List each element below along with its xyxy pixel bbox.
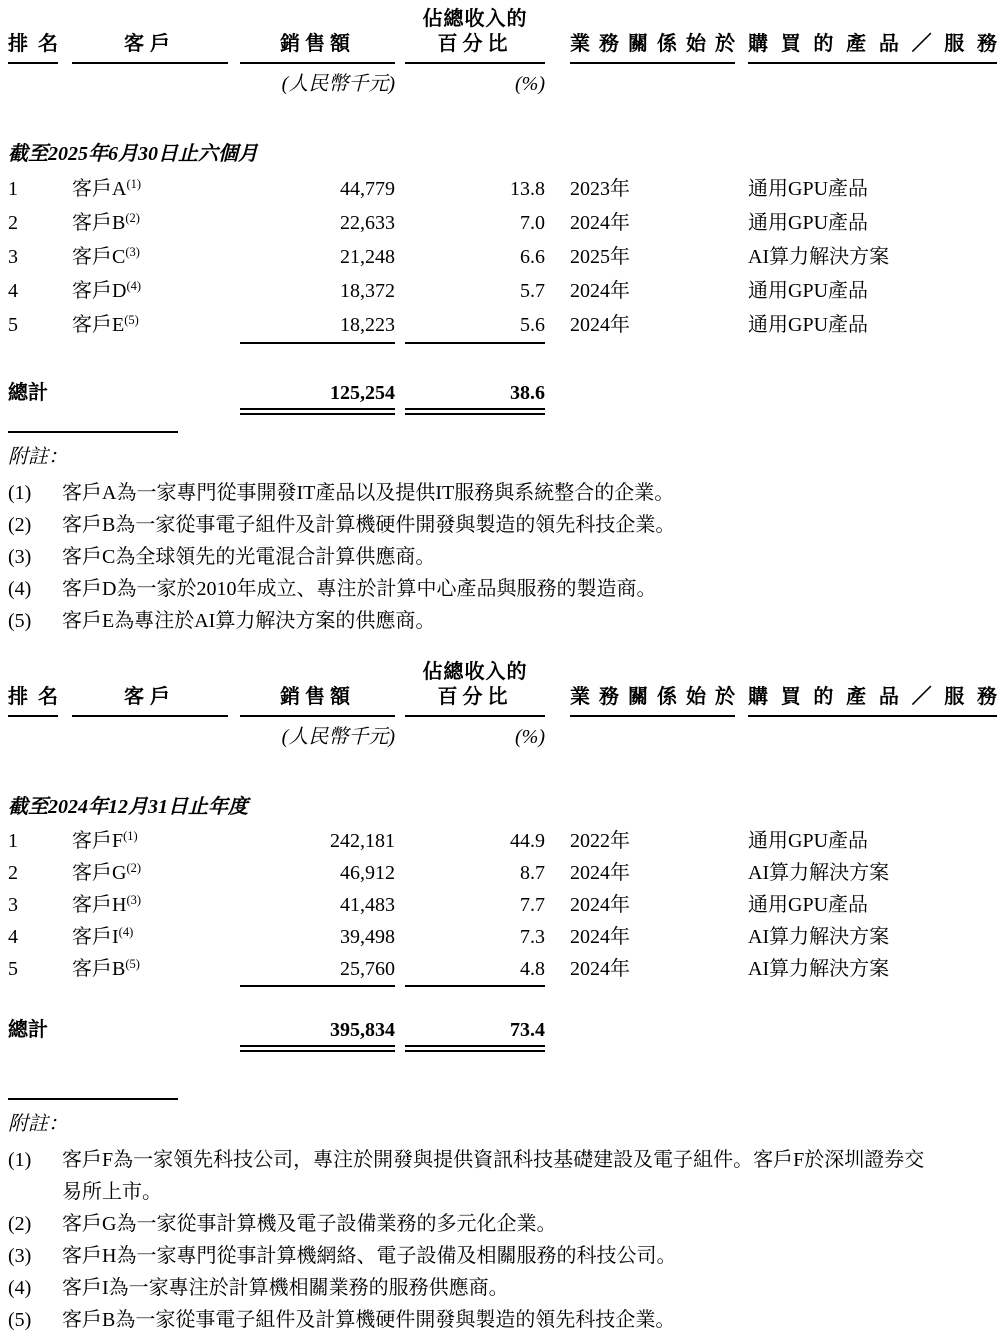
note-item	[8, 477, 997, 509]
start-value: 2024年	[570, 894, 630, 916]
customer-value: 客戶$C^{(3)}$	[72, 245, 140, 268]
table-row	[8, 274, 997, 308]
rank-value: 3	[8, 894, 18, 916]
product-service-header: 購買的產品／服務	[748, 685, 997, 717]
start-value: 2024年	[570, 314, 630, 336]
percent-header-line1-cell	[395, 6, 545, 32]
sales-unit-label: (人民幣千元)	[281, 726, 395, 748]
notes-separator-line	[8, 1098, 178, 1100]
percent-value: 7.3	[520, 926, 545, 948]
relationship-start-header: 業務關係始於	[570, 685, 735, 717]
rank-value: 3	[8, 246, 18, 268]
note-item	[8, 1304, 997, 1336]
period-title-2025h1: 截至2025年6月30日止六個月	[8, 143, 258, 165]
table-header-row	[8, 32, 997, 64]
total-row	[8, 380, 997, 415]
top-customers-table-2025h1	[8, 6, 997, 637]
note-text: 客戶E為專注於AI算力解決方案的供應商。	[62, 610, 436, 632]
sales-header: 銷售額	[240, 685, 395, 717]
sales-value: 21,248	[340, 246, 395, 268]
rank-header: 排名	[8, 685, 58, 717]
rank-value: 4	[8, 926, 18, 948]
rank-value: 4	[8, 280, 18, 302]
total-label: 總計	[8, 1019, 48, 1041]
notes-separator-line	[8, 431, 178, 433]
product-value: 通用GPU產品	[748, 212, 869, 234]
rank-value: 1	[8, 830, 18, 852]
product-value: 通用GPU產品	[748, 314, 869, 336]
note-item	[8, 1272, 997, 1304]
sales-value: 18,223	[240, 308, 395, 344]
note-number: (2)	[8, 514, 32, 536]
customer-value: 客戶$B^{(2)}$	[72, 211, 140, 234]
notes-list	[8, 477, 997, 637]
relationship-start-header: 業務關係始於	[570, 32, 735, 64]
note-ref: (4)	[118, 925, 134, 939]
table-body	[8, 172, 997, 344]
product-service-header: 購買的產品／服務	[748, 32, 997, 64]
table-unit-row	[8, 725, 997, 749]
total-percent-value: 38.6	[405, 380, 545, 415]
sales-value: 22,633	[340, 212, 395, 234]
rank-value: 1	[8, 178, 18, 200]
start-value: 2024年	[570, 926, 630, 948]
total-label: 總計	[8, 382, 48, 404]
customer-value: 客戶$H^{(3)}$	[72, 893, 142, 916]
sales-value: 41,483	[340, 894, 395, 916]
rank-value: 2	[8, 862, 18, 884]
note-text: 客戶D為一家於2010年成立、專注於計算中心產品與服務的製造商。	[62, 578, 657, 600]
note-ref: (4)	[126, 279, 142, 293]
note-ref: (5)	[125, 957, 140, 971]
note-item	[8, 573, 997, 605]
percent-value: 7.0	[520, 212, 545, 234]
product-value: AI算力解決方案	[748, 862, 890, 884]
percent-value: 13.8	[510, 178, 545, 200]
start-value: 2024年	[570, 862, 630, 884]
note-item	[8, 605, 997, 637]
percent-header: 百分比	[405, 685, 545, 717]
note-number: (5)	[8, 610, 32, 632]
percent-header-line1: 佔總收入的	[422, 8, 528, 30]
table-row	[8, 825, 997, 857]
start-value: 2023年	[570, 178, 630, 200]
sales-value: 46,912	[340, 862, 395, 884]
note-text: 客戶C為全球領先的光電混合計算供應商。	[62, 546, 436, 568]
sales-value: 25,760	[240, 953, 395, 987]
note-ref: (2)	[126, 861, 142, 875]
table-header-line1	[8, 659, 997, 685]
total-sales-value: 125,254	[240, 380, 395, 415]
percent-value: 4.8	[405, 953, 545, 987]
sales-value: 44,779	[340, 178, 395, 200]
percent-unit-label: (%)	[515, 73, 545, 95]
note-ref: (5)	[124, 313, 139, 327]
note-ref: (1)	[123, 829, 138, 843]
percent-unit-label: (%)	[515, 726, 545, 748]
percent-value: 44.9	[510, 830, 545, 852]
notes-label: 附註：	[8, 446, 68, 468]
period-title-fy2024: 截至2024年12月31日止年度	[8, 796, 248, 818]
note-text: 客戶G為一家從事計算機及電子設備業務的多元化企業。	[62, 1213, 557, 1235]
table-row	[8, 857, 997, 889]
rank-header: 排名	[8, 32, 58, 64]
start-value: 2025年	[570, 246, 630, 268]
sales-value: 18,372	[340, 280, 395, 302]
notes-label: 附註：	[8, 1113, 68, 1135]
table-header-line1	[8, 6, 997, 32]
customer-header: 客戶	[72, 685, 228, 717]
product-value: AI算力解決方案	[748, 246, 890, 268]
customer-value: 客戶$I^{(4)}$	[72, 925, 134, 948]
start-value: 2024年	[570, 212, 630, 234]
percent-value: 7.7	[520, 894, 545, 916]
percent-value: 8.7	[520, 862, 545, 884]
table-row	[8, 308, 997, 344]
note-text: 客戶F為一家領先科技公司，專注於開發與提供資訊科技基礎建設及電子組件。客戶F於深圳證券交 易所上市。	[62, 1149, 925, 1203]
note-text: 客戶H為一家專門從事計算機網絡、電子設備及相關服務的科技公司。	[62, 1245, 677, 1267]
sales-unit-label: (人民幣千元)	[281, 73, 395, 95]
note-text: 客戶B為一家從事電子組件及計算機硬件開發與製造的領先科技企業。	[62, 1309, 676, 1331]
product-value: AI算力解決方案	[748, 958, 890, 980]
product-value: 通用GPU產品	[748, 280, 869, 302]
notes-list	[8, 1144, 997, 1336]
percent-value: 5.6	[405, 308, 545, 344]
note-number: (2)	[8, 1213, 32, 1235]
note-item	[8, 1240, 997, 1272]
start-value: 2024年	[570, 280, 630, 302]
top-customers-table-fy2024	[8, 659, 997, 1336]
customer-value: 客戶$A^{(1)}$	[72, 177, 142, 200]
start-value: 2024年	[570, 958, 630, 980]
sales-header: 銷售額	[240, 32, 395, 64]
note-ref: (1)	[126, 177, 142, 191]
rank-value: 2	[8, 212, 18, 234]
note-number: (5)	[8, 1309, 32, 1331]
percent-header-line1: 佔總收入的	[422, 661, 528, 683]
customer-value: 客戶$E^{(5)}$	[72, 313, 139, 336]
table-row	[8, 240, 997, 274]
total-sales-value: 395,834	[240, 1017, 395, 1052]
note-text: 客戶B為一家從事電子組件及計算機硬件開發與製造的領先科技企業。	[62, 514, 676, 536]
percent-header: 百分比	[405, 32, 545, 64]
table-header-row	[8, 685, 997, 717]
note-item	[8, 541, 997, 573]
note-number: (1)	[8, 482, 32, 504]
note-item	[8, 1208, 997, 1240]
percent-value: 5.7	[520, 280, 545, 302]
note-number: (4)	[8, 578, 32, 600]
note-number: (4)	[8, 1277, 32, 1299]
percent-header-line1-cell	[395, 659, 545, 685]
customer-value: 客戶$G^{(2)}$	[72, 861, 142, 884]
customer-value: 客戶$D^{(4)}$	[72, 279, 142, 302]
product-value: 通用GPU產品	[748, 830, 869, 852]
table-row	[8, 953, 997, 987]
table-unit-row	[8, 72, 997, 96]
total-percent-value: 73.4	[405, 1017, 545, 1052]
note-text: 客戶A為一家專門從事開發IT產品以及提供IT服務與系統整合的企業。	[62, 482, 675, 504]
note-item	[8, 509, 997, 541]
table-row	[8, 206, 997, 240]
sales-value: 39,498	[340, 926, 395, 948]
product-value: AI算力解決方案	[748, 926, 890, 948]
table-row	[8, 921, 997, 953]
note-item	[8, 1144, 997, 1208]
rank-value: 5	[8, 958, 18, 980]
table-row	[8, 889, 997, 921]
note-number: (3)	[8, 1245, 32, 1267]
table-body	[8, 825, 997, 987]
start-value: 2022年	[570, 830, 630, 852]
percent-value: 6.6	[520, 246, 545, 268]
note-number: (1)	[8, 1149, 32, 1171]
note-number: (3)	[8, 546, 32, 568]
customer-value: 客戶$B^{(5)}$	[72, 957, 140, 980]
note-text: 客戶I為一家專注於計算機相關業務的服務供應商。	[62, 1277, 509, 1299]
customer-value: 客戶$F^{(1)}$	[72, 829, 138, 852]
product-value: 通用GPU產品	[748, 178, 869, 200]
note-ref: (2)	[125, 211, 140, 225]
rank-value: 5	[8, 314, 18, 336]
note-ref: (3)	[125, 245, 140, 259]
table-row	[8, 172, 997, 206]
customer-header: 客戶	[72, 32, 228, 64]
product-value: 通用GPU產品	[748, 894, 869, 916]
note-ref: (3)	[126, 893, 142, 907]
total-row	[8, 1017, 997, 1052]
sales-value: 242,181	[330, 830, 395, 852]
